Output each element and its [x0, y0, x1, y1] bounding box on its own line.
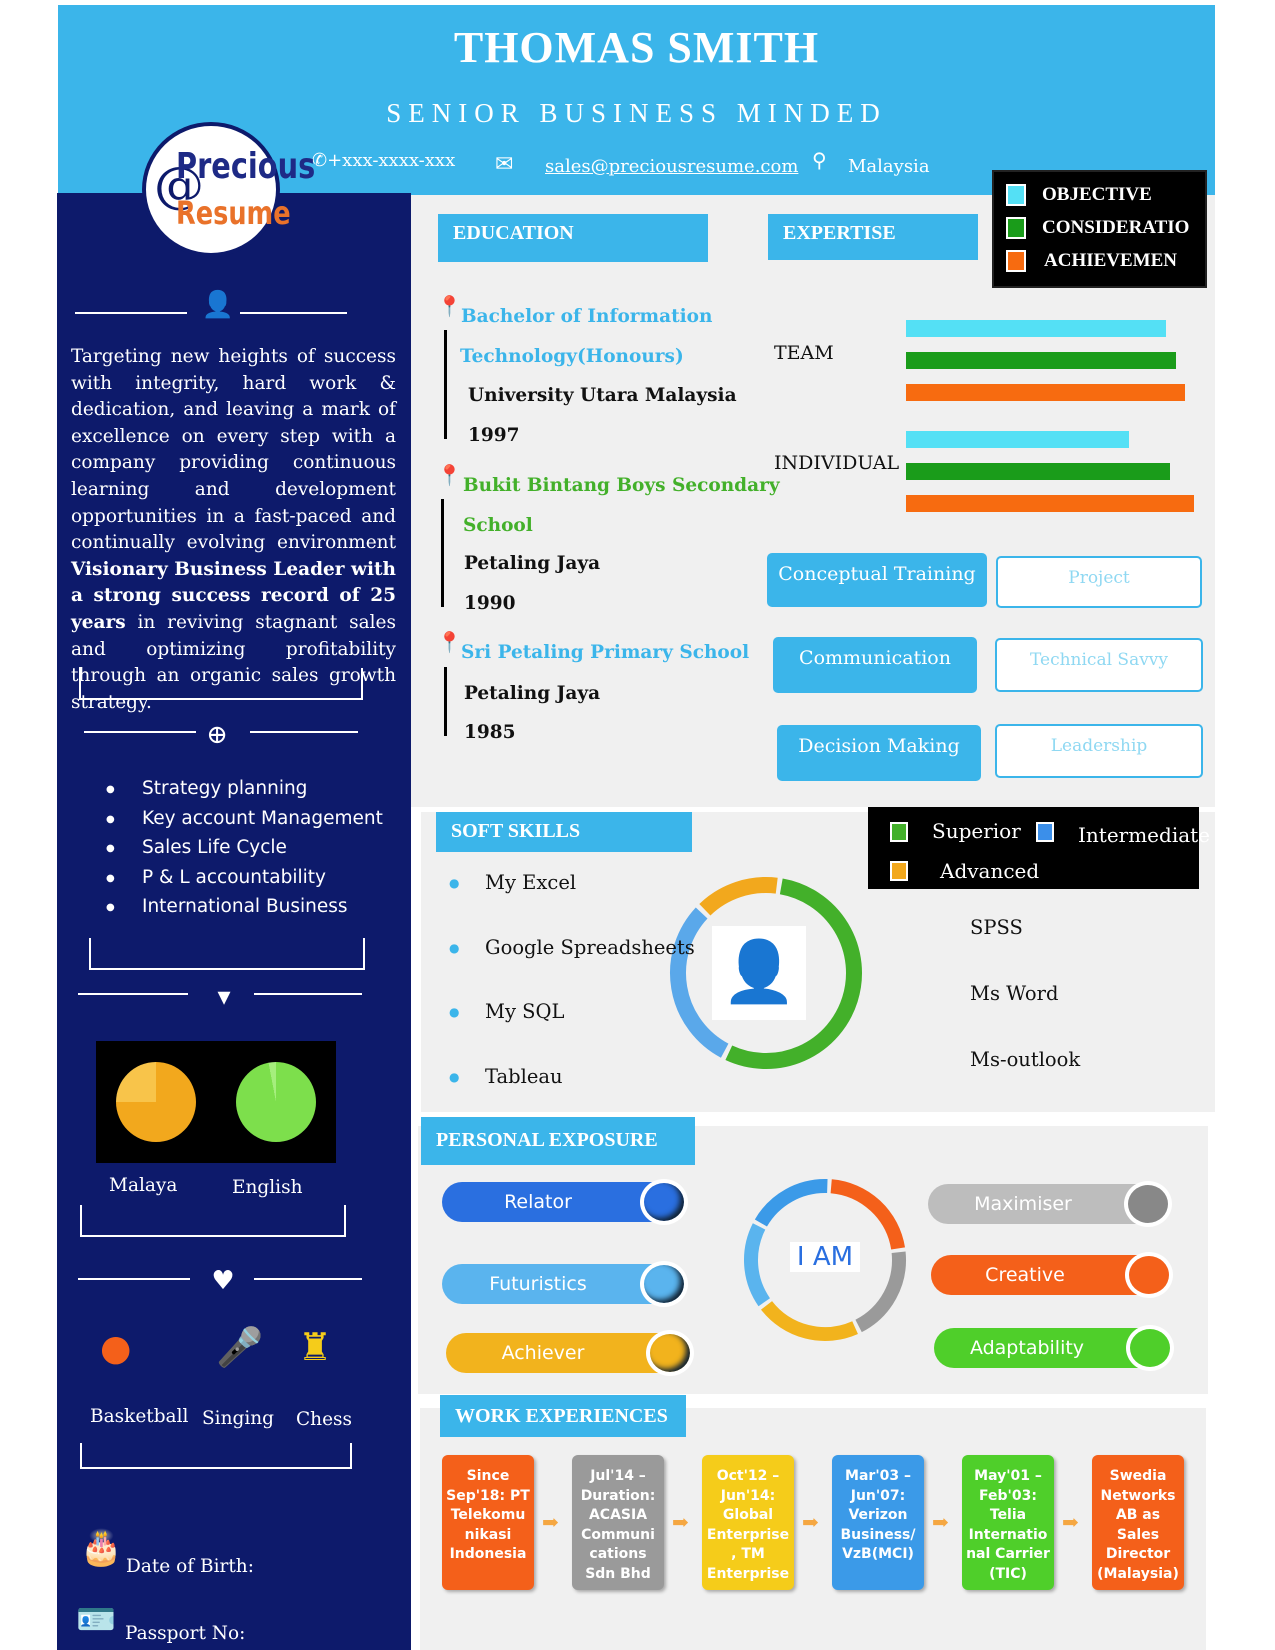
- language-label: Malaya: [109, 1175, 178, 1196]
- soft-skill-item: Google Spreadsheets: [485, 935, 695, 959]
- work-experience-card: [442, 1455, 534, 1590]
- location-pin-icon: 📍: [437, 294, 462, 318]
- legend-swatch: [1006, 184, 1026, 206]
- core-skill-item: ● Sales Life Cycle: [110, 837, 287, 858]
- work-line: nal Carrier: [966, 1546, 1050, 1562]
- soft-skills-heading: SOFT SKILLS: [436, 812, 692, 852]
- work-line: Enterprise: [706, 1526, 790, 1543]
- hobby-label: Chess: [296, 1409, 353, 1430]
- expertise-heading: EXPERTISE: [768, 214, 978, 260]
- basketball-icon: ●: [100, 1328, 132, 1369]
- graduation-year: 1990: [464, 593, 516, 614]
- soft-skill-item: My SQL: [485, 1000, 565, 1023]
- timeline-line: [444, 667, 447, 736]
- expertise-bar: [906, 495, 1194, 512]
- company-logo: [142, 122, 316, 257]
- work-line: Networks: [1100, 1487, 1176, 1504]
- language-label: English: [232, 1177, 303, 1198]
- core-skill-item: ● International Business: [110, 896, 348, 917]
- divider-line: [78, 993, 188, 995]
- language-pie-english: [236, 1062, 316, 1142]
- degree-title: Bukit Bintang Boys Secondary: [463, 475, 780, 496]
- expertise-skill-button[interactable]: Decision Making: [777, 725, 981, 781]
- toggle-knob: [1124, 1181, 1172, 1227]
- work-line: Oct'12 –: [716, 1468, 780, 1484]
- ring-segment: [859, 1252, 899, 1326]
- expertise-bar: [906, 463, 1170, 480]
- work-line: Enterprise: [706, 1565, 790, 1582]
- trait-label: Achiever: [501, 1342, 585, 1364]
- dob-label: Date of Birth:: [126, 1556, 254, 1577]
- expertise-skill-button[interactable]: Project: [996, 556, 1202, 608]
- chess-icon: ♜: [298, 1325, 333, 1369]
- work-line: Indonesia: [449, 1546, 527, 1562]
- timeline-line: [444, 330, 447, 439]
- school-name: University Utara Malaysia: [468, 385, 737, 406]
- email-link[interactable]: sales@preciousresume.com: [545, 156, 799, 177]
- degree-title: Sri Petaling Primary School: [461, 642, 750, 663]
- arrow-right-icon: ➡: [932, 1510, 949, 1534]
- arrow-right-icon: ➡: [802, 1510, 819, 1534]
- divider-line: [250, 731, 358, 733]
- trait-pill[interactable]: [934, 1328, 1170, 1368]
- legend-swatch: [1006, 217, 1026, 239]
- soft-skill-item: Ms Word: [970, 982, 1059, 1005]
- work-line: AB as: [1115, 1507, 1161, 1523]
- arrow-right-icon: ➡: [542, 1510, 559, 1534]
- work-line: Sdn Bhd: [585, 1565, 651, 1582]
- logo-text-line1: Precious: [176, 146, 316, 187]
- education-heading: EDUCATION: [438, 214, 708, 262]
- legend-label: ACHIEVEMEN: [1044, 250, 1178, 271]
- section-bracket: [80, 1205, 346, 1237]
- location-pin-icon: ⚲: [812, 148, 827, 172]
- bullet: ●: [449, 940, 460, 955]
- expertise-skill-button[interactable]: Communication: [773, 637, 977, 693]
- phone-number: +xxx-xxxx-xxx: [327, 150, 456, 171]
- trait-label: Maximiser: [974, 1193, 1072, 1215]
- trait-pill[interactable]: [446, 1333, 690, 1373]
- trait-pill[interactable]: [931, 1255, 1169, 1295]
- soft-skill-item: Ms-outlook: [970, 1048, 1081, 1071]
- microphone-icon: 🎤: [216, 1325, 264, 1369]
- work-line: Verizon: [848, 1507, 908, 1523]
- legend-label: CONSIDERATIO: [1042, 217, 1190, 238]
- work-line: (Malaysia): [1097, 1565, 1179, 1582]
- arrow-right-icon: ➡: [672, 1510, 689, 1534]
- work-line: Feb'03:: [979, 1487, 1037, 1504]
- work-line: Mar'03 –: [845, 1468, 911, 1484]
- soft-skills-legend: [868, 807, 1211, 889]
- speech-bubble-icon: ▾: [217, 982, 231, 1012]
- ring-segment: [751, 1226, 764, 1302]
- work-experience-card: [572, 1455, 664, 1590]
- trait-pill[interactable]: [442, 1182, 684, 1222]
- arrow-right-icon: ➡: [1062, 1510, 1079, 1534]
- legend-label: OBJECTIVE: [1042, 184, 1152, 205]
- core-skill-item: ● P & L accountability: [110, 867, 326, 888]
- legend-swatch: [890, 822, 908, 842]
- work-line: Telia: [989, 1507, 1027, 1523]
- work-heading: WORK EXPERIENCES: [440, 1395, 686, 1437]
- profile-summary: [71, 344, 396, 716]
- work-line: , TM: [731, 1546, 765, 1562]
- toggle-knob: [1126, 1325, 1174, 1371]
- work-line: Since: [466, 1468, 510, 1484]
- businessman-icon: 👤: [712, 926, 806, 1020]
- bullet: ●: [449, 876, 460, 890]
- language-chart-malaya: [96, 1041, 216, 1163]
- legend-label: Advanced: [940, 859, 1040, 883]
- trait-label: Futuristics: [489, 1273, 587, 1295]
- bullet: ●: [449, 1005, 460, 1019]
- bullet: ●: [449, 1069, 460, 1084]
- expertise-bar: [906, 352, 1176, 369]
- expertise-skill-button[interactable]: Conceptual Training: [767, 553, 987, 607]
- heart-icon: ♥: [211, 1266, 235, 1296]
- expertise-skill-button[interactable]: Technical Savvy: [995, 638, 1203, 692]
- candidate-title: SENIOR BUSINESS MINDED: [386, 98, 887, 128]
- legend-label: Superior: [932, 819, 1021, 843]
- work-line: Duration:: [580, 1487, 656, 1504]
- work-line: Jun'14:: [720, 1487, 776, 1504]
- candidate-name: THOMAS SMITH: [453, 23, 820, 72]
- work-line: cations: [589, 1546, 647, 1562]
- work-line: Communi: [581, 1526, 655, 1543]
- legend-swatch: [890, 861, 908, 881]
- section-bracket: [89, 938, 365, 970]
- work-line: Business/: [840, 1526, 916, 1543]
- summary-highlight: Visionary Business Leader with a strong success record of 25 years: [71, 558, 396, 633]
- soft-skill-item: My Excel: [485, 871, 577, 894]
- bar-category-label: TEAM: [774, 342, 834, 364]
- location-text: Malaysia: [848, 156, 930, 177]
- work-line: VzB(MCI): [842, 1546, 914, 1562]
- expertise-skill-button[interactable]: Leadership: [995, 724, 1203, 778]
- user-profile-icon: 👤: [201, 290, 235, 320]
- trait-pill[interactable]: [442, 1264, 684, 1304]
- soft-skill-item: SPSS: [970, 916, 1023, 939]
- ring-segment: [767, 1305, 856, 1334]
- i-am-label: I AM: [790, 1242, 860, 1272]
- expertise-bar: [906, 431, 1129, 448]
- summary-text: Targeting new heights of success with integrity, hard work & dedication, and leaving a mark of excellence on every step with a company providing continuous learning and development opportunities in a fast-paced and continually evolving environment: [71, 346, 396, 554]
- language-chart-english: [216, 1041, 336, 1163]
- graduation-year: 1985: [464, 722, 516, 743]
- toggle-knob: [1125, 1252, 1173, 1298]
- expertise-legend: [992, 170, 1207, 288]
- id-card-icon: 🪪: [76, 1600, 116, 1638]
- work-line: Director: [1105, 1546, 1171, 1562]
- core-skill-item: ● Strategy planning: [110, 778, 307, 799]
- work-experience-card: [832, 1455, 924, 1590]
- graduation-year: 1997: [468, 425, 520, 446]
- mail-icon: ✉: [495, 152, 514, 177]
- work-experience-card: [962, 1455, 1054, 1590]
- summary-text-end: in reviving stagnant sales and optimizing profitability through an organic sales growth strategy.: [71, 611, 396, 713]
- bar-category-label: INDIVIDUAL: [774, 452, 900, 474]
- trait-label: Adaptability: [969, 1337, 1085, 1359]
- soft-skill-item: Tableau: [485, 1064, 563, 1088]
- exposure-heading: PERSONAL EXPOSURE: [421, 1117, 695, 1165]
- work-line: Jun'07:: [850, 1487, 906, 1504]
- divider-line: [78, 1278, 190, 1280]
- legend-swatch: [1006, 250, 1026, 272]
- passport-label: Passport No:: [125, 1623, 246, 1644]
- expertise-bar: [906, 384, 1185, 401]
- ring-segment: [761, 1186, 827, 1223]
- work-line: Jul'14 –: [590, 1468, 646, 1484]
- phone-icon: ✆: [312, 150, 328, 171]
- divider-line: [75, 312, 187, 314]
- divider-line: [240, 312, 347, 314]
- location-pin-icon: 📍: [437, 463, 462, 487]
- work-line: Telekomu: [450, 1507, 526, 1523]
- work-line: nikasi: [464, 1526, 512, 1543]
- ring-segment: [705, 885, 777, 910]
- legend-label: Intermediate: [1078, 823, 1211, 847]
- section-bracket: [79, 668, 363, 700]
- phone-contact: [312, 150, 455, 171]
- work-line: Internatio: [968, 1526, 1048, 1543]
- work-line: Swedia: [1109, 1468, 1167, 1484]
- toggle-knob: [646, 1330, 694, 1376]
- birthday-cake-icon: 🎂: [80, 1528, 123, 1568]
- ring-segment: [831, 1186, 898, 1248]
- school-name: Petaling Jaya: [464, 683, 601, 704]
- toggle-knob: [640, 1179, 688, 1225]
- divider-line: [254, 1278, 362, 1280]
- logo-swirl-icon: @: [154, 156, 204, 214]
- work-experience-card: [702, 1455, 794, 1590]
- target-icon: ⊕: [206, 720, 228, 750]
- hobby-label: Basketball: [90, 1406, 189, 1427]
- degree-title-cont: School: [463, 515, 533, 536]
- timeline-line: [441, 499, 444, 607]
- work-line: Global: [722, 1507, 774, 1523]
- core-skill-item: ● Key account Management: [110, 808, 383, 829]
- expertise-bar: [906, 320, 1166, 337]
- work-line: (TIC): [989, 1565, 1027, 1582]
- work-line: May'01 –: [974, 1468, 1042, 1484]
- work-line: ACASIA: [588, 1507, 648, 1523]
- trait-label: Creative: [985, 1264, 1065, 1286]
- section-bracket: [80, 1443, 352, 1469]
- trait-pill[interactable]: [928, 1184, 1168, 1224]
- trait-label: Relator: [504, 1191, 572, 1213]
- work-line: Sep'18: PT: [446, 1487, 530, 1504]
- divider-line: [84, 731, 196, 733]
- location-pin-icon: 📍: [437, 630, 462, 654]
- legend-swatch: [1036, 822, 1054, 842]
- work-line: Sales: [1116, 1526, 1160, 1543]
- hobby-label: Singing: [202, 1408, 275, 1429]
- work-experience-card: [1092, 1455, 1184, 1590]
- language-pie-malaya: [116, 1062, 196, 1142]
- degree-title-cont: Technology(Honours): [460, 346, 684, 367]
- school-name: Petaling Jaya: [464, 553, 601, 574]
- divider-line: [254, 993, 362, 995]
- degree-title: Bachelor of Information: [461, 306, 713, 327]
- toggle-knob: [640, 1261, 688, 1307]
- logo-text-line2: Resume: [176, 194, 291, 232]
